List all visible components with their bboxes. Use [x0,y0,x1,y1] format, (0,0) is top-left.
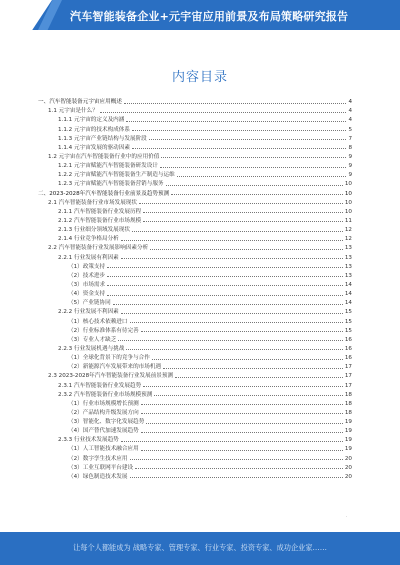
toc-leader-dots [107,276,343,277]
toc-entry-text: 2.2.3 行业发展机遇与挑战 [58,345,125,352]
toc-leader-dots [107,267,343,268]
toc-entry-page: 18 [344,391,352,398]
toc-entry[interactable] [38,407,352,416]
toc-entry-page: 19 [344,419,352,426]
toc-entry[interactable] [38,443,352,452]
toc-entry-text: （1）政策支持 [68,263,106,270]
toc-leader-dots [163,368,343,369]
toc-entry[interactable] [38,315,352,324]
toc-entry-page: 4 [348,99,352,106]
toc-entry-text: （4）绿色制造技术发展 [68,473,128,480]
toc-entry-text: （1）人工智能技术融合应用 [68,446,139,453]
toc-entry[interactable] [38,462,352,471]
toc-entry-page: 10 [344,199,352,206]
toc-entry-text: 1.1 元宇宙是什么？ [48,108,98,115]
toc-entry[interactable] [38,169,352,178]
toc-entry-page: 20 [344,464,352,471]
toc-entry-text: （3）工业互联网平台建设 [68,464,134,471]
toc-entry-text: （4）国产替代加速发展趋势 [68,428,139,435]
toc-entry-text: （5）产业链协同 [68,300,111,307]
toc-leader-dots [177,176,347,177]
toc-leader-dots [124,103,347,104]
toc-entry-text: 2.1.2 汽车智能装备行业市场规模 [58,217,142,224]
toc-leader-dots [146,423,343,424]
toc-leader-dots [141,331,343,332]
toc-leader-dots [141,413,343,414]
toc-entry-page: 13 [344,263,352,270]
toc-leader-dots [139,203,343,204]
toc-entry-text: 2.3 2023-2028年汽车智能装备行业发展前景预测 [48,373,174,380]
toc-leader-dots [107,295,343,296]
toc-leader-dots [152,359,343,360]
toc-entry-text: 1.2.1 元宇宙赋能汽车智能装备研发设计 [58,163,158,170]
toc-entry-page: 10 [344,181,352,188]
toc-leader-dots [121,240,343,241]
toc-entry-page: 12 [344,227,352,234]
toc-entry[interactable] [38,187,352,196]
toc-leader-dots [130,459,343,460]
toc-entry-page: 17 [344,364,352,371]
toc-entry-text: 2.2.2 行业发展不利因素 [58,309,119,316]
toc-entry[interactable] [38,279,352,288]
toc-entry-page: 17 [344,382,352,389]
toc-leader-dots [132,148,346,149]
toc-entry[interactable] [38,398,352,407]
toc-entry-page: 17 [344,373,352,380]
toc-leader-dots [175,377,343,378]
toc-leader-dots [161,157,346,158]
toc-entry-page: 15 [344,327,352,334]
toc-entry[interactable] [38,197,352,206]
toc-entry-text: 1.1.4 元宇宙发展的驱动因素 [58,144,130,151]
toc-entry-page: 19 [344,446,352,453]
toc-entry-page: 9 [348,163,352,170]
toc-leader-dots [121,258,343,259]
toc-leader-dots [166,185,343,186]
toc-leader-dots [141,450,343,451]
toc-entry-text: （2）行业标准体系有待完善 [68,327,139,334]
toc-leader-dots [143,212,343,213]
toc-entry[interactable] [38,434,352,443]
toc-entry-page: 20 [344,473,352,480]
toc-leader-dots [121,441,343,442]
toc-leader-dots [154,395,343,396]
toc-entry[interactable] [38,215,352,224]
toc-entry-text: （4）资金支持 [68,291,106,298]
toc-entry[interactable] [38,425,352,434]
toc-entry-page: 19 [344,428,352,435]
toc-entry-text: （2）新能源汽车发展带来的市场机遇 [68,364,162,371]
toc-entry-text: 2.3.3 行业技术发展趋势 [58,437,119,444]
toc-entry-page: 13 [344,272,352,279]
toc-entry-page: 18 [344,400,352,407]
toc-entry-page: 9 [348,153,352,160]
toc-entry-page: 5 [348,126,352,133]
toc-entry-page: 16 [344,336,352,343]
toc-leader-dots [132,231,343,232]
toc-entry-page: 18 [344,409,352,416]
toc-entry[interactable] [38,123,352,132]
toc-entry-text: 2.1.3 行业细分领域发展现状 [58,227,130,234]
toc-entry-page: 7 [348,135,352,142]
toc-entry[interactable] [38,343,352,352]
toc-entry-text: （2）技术进步 [68,272,106,279]
toc-entry-text: 1.2 元宇宙在汽车智能装备行业中的应用价值 [48,153,160,160]
toc-entry[interactable] [38,105,352,114]
toc-entry-text: 2.3.2 汽车智能装备行业市场规模预测 [58,391,153,398]
toc-leader-dots [113,304,343,305]
toc-entry-text: 2.1.4 行业竞争格局分析 [58,236,119,243]
toc-entry[interactable] [38,160,352,169]
toc-entry-page: 15 [344,309,352,316]
toc-entry-text: （2）产品结构升级发展方向 [68,409,139,416]
toc-entry[interactable] [38,233,352,242]
toc-entry[interactable] [38,334,352,343]
toc-entry-text: 2.3.1 汽车智能装备行业发展趋势 [58,382,142,389]
toc-entry[interactable] [38,370,352,379]
toc-entry-text: 1.1.3 元宇宙产业链结构与发展阶段 [58,135,147,142]
toc-entry-page: 11 [344,217,352,224]
toc-entry[interactable] [38,133,352,142]
toc-leader-dots [121,313,343,314]
toc-entry-page: 16 [344,345,352,352]
toc-entry-text: （3）智能化、数字化发展趋势 [68,419,145,426]
toc-entry[interactable] [38,288,352,297]
toc-leader-dots [100,112,347,113]
page-marker: · [346,514,348,519]
toc-entry[interactable] [38,306,352,315]
toc-leader-dots [141,404,343,405]
toc-entry-page: 8 [348,144,352,151]
toc-entry-text: 2.2 汽车智能装备行业发展影响因素分析 [48,245,149,252]
toc-entry-page: 14 [344,291,352,298]
toc-entry[interactable] [38,142,352,151]
toc-entry-page: 10 [344,208,352,215]
toc-entry-page: 19 [344,437,352,444]
toc-entry[interactable] [38,297,352,306]
table-of-contents [38,96,352,480]
toc-entry-page: 20 [344,455,352,462]
toc-entry[interactable] [38,96,352,105]
toc-entry[interactable] [38,379,352,388]
toc-entry-page: 15 [344,318,352,325]
toc-entry-page: 12 [344,236,352,243]
toc-entry-page: 14 [344,281,352,288]
toc-leader-dots [130,477,343,478]
toc-leader-dots [143,221,343,222]
toc-entry-text: （3）专业人才缺乏 [68,336,117,343]
toc-entry[interactable] [38,261,352,270]
toc-entry[interactable] [38,416,352,425]
toc-entry-text: 二、2023-2028年汽车智能装备行业前景及趋势预测 [38,190,170,197]
toc-entry-text: 一、汽车智能装备元宇宙应用概述 [38,99,122,106]
toc-entry-text: （2）数字孪生技术应用 [68,455,128,462]
toc-leader-dots [143,386,343,387]
toc-entry-page: 14 [344,300,352,307]
toc-entry-page: 9 [348,172,352,179]
toc-leader-dots [141,432,343,433]
toc-entry-text: 1.2.2 元宇宙赋能汽车智能装备生产制造与运维 [58,172,175,179]
toc-leader-dots [107,285,343,286]
toc-entry[interactable] [38,452,352,461]
toc-leader-dots [130,322,343,323]
report-title: 汽车智能装备企业+元宇宙应用前景及布局策略研究报告 [70,10,349,23]
toc-leader-dots [118,340,343,341]
toc-entry-page: 13 [344,254,352,261]
toc-entry[interactable] [38,151,352,160]
toc-leader-dots [126,349,343,350]
toc-entry-text: 1.1.2 元宇宙的技术构成体系 [58,126,130,133]
toc-leader-dots [160,167,347,168]
toc-entry[interactable] [38,270,352,279]
toc-entry-text: 2.2.1 行业发展有利因素 [58,254,119,261]
toc-entry[interactable] [38,325,352,334]
toc-entry[interactable] [38,178,352,187]
toc-entry-text: 2.1.1 汽车智能装备行业发展历程 [58,208,142,215]
toc-entry[interactable] [38,251,352,260]
toc-entry[interactable] [38,389,352,398]
toc-entry[interactable] [38,361,352,370]
toc-entry[interactable] [38,352,352,361]
toc-entry-page: 4 [348,117,352,124]
toc-leader-dots [149,139,347,140]
toc-entry[interactable] [38,206,352,215]
toc-entry[interactable] [38,242,352,251]
toc-entry[interactable] [38,224,352,233]
toc-entry-text: 1.1.1 元宇宙的定义及内涵 [58,117,125,124]
footer-slogan: 让每个人都能成为 战略专家、管理专家、行业专家、投资专家、成功企业家…… [73,543,327,552]
toc-leader-dots [132,130,346,131]
toc-entry-page: 13 [344,245,352,252]
toc-entry-page: 4 [348,108,352,115]
toc-entry-text: （1）全球化背景下的竞争与合作 [68,355,150,362]
toc-entry-text: 2.1 汽车智能装备行业市场发展现状 [48,199,137,206]
toc-leader-dots [135,468,343,469]
toc-entry-text: （1）行业市场规模增长预测 [68,400,139,407]
toc-leader-dots [150,249,343,250]
toc-entry-page: 10 [344,190,352,197]
toc-entry-text: （1）核心技术依赖进口 [68,318,128,325]
toc-leader-dots [126,121,346,122]
toc-entry-page: 16 [344,355,352,362]
toc-leader-dots [171,194,343,195]
toc-entry[interactable] [38,114,352,123]
toc-heading: 内容目录 [171,70,228,85]
toc-entry[interactable] [38,471,352,480]
toc-entry-text: 1.2.3 元宇宙赋能汽车智能装备营销与服务 [58,181,164,188]
toc-entry-text: （3）市场需求 [68,281,106,288]
